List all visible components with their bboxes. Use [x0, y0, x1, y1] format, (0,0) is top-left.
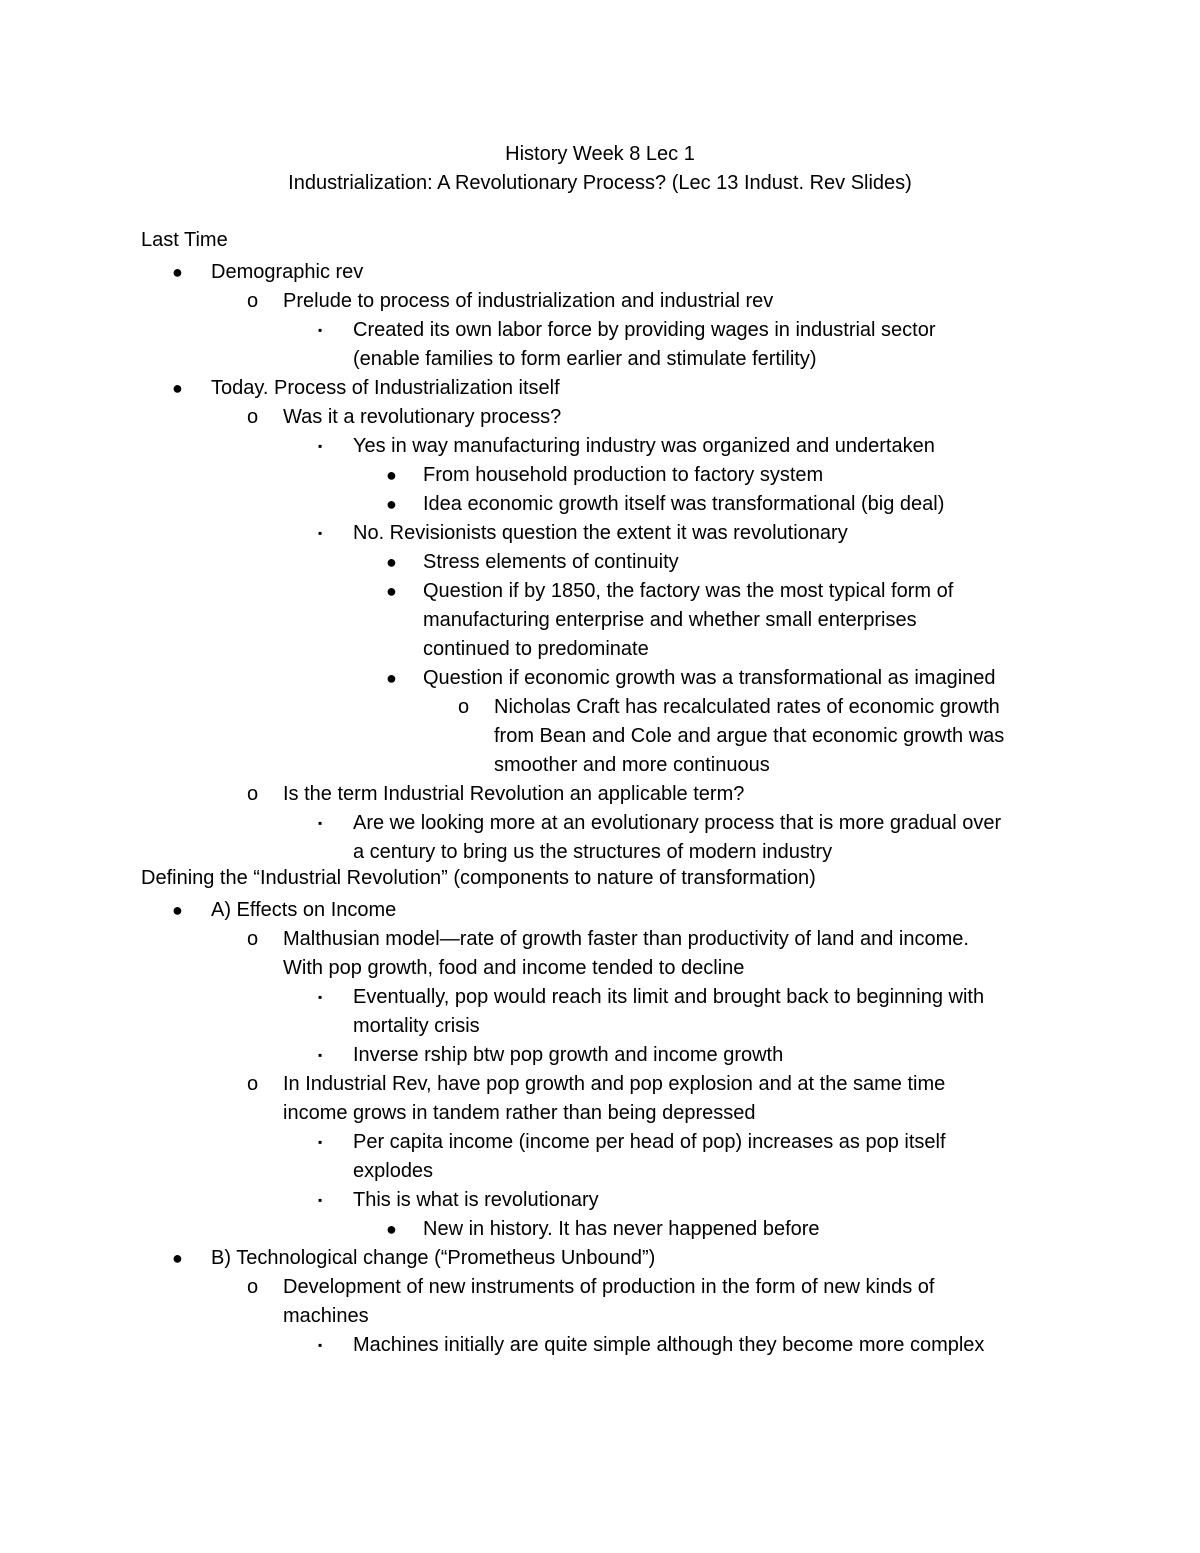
list-item-continuation: manufacturing enterprise and whether small enterprises	[423, 609, 917, 631]
list-item-continuation: With pop growth, food and income tended to decline	[283, 957, 745, 979]
bullet-square-icon: ▪	[318, 1135, 323, 1149]
bullet-square-icon: ▪	[318, 1048, 323, 1062]
bullet-square-icon: ▪	[318, 816, 323, 830]
list-item-continuation: mortality crisis	[353, 1015, 480, 1037]
bullet-dot-icon: ●	[386, 1219, 397, 1239]
bullet-square-icon: ▪	[318, 990, 323, 1004]
bullet-square-icon: ▪	[318, 323, 323, 337]
bullet-dot-icon: ●	[172, 262, 183, 282]
list-item-continuation: machines	[283, 1305, 369, 1327]
bullet-circle-icon: o	[247, 290, 259, 312]
bullet-dot-icon: ●	[386, 668, 397, 688]
bullet-dot-icon: ●	[386, 465, 397, 485]
list-item-continuation: continued to predominate	[423, 638, 649, 660]
bullet-square-icon: ▪	[318, 1338, 323, 1352]
bullet-circle-icon: o	[247, 1276, 259, 1298]
section-heading-last-time: Last Time	[141, 229, 228, 251]
bullet-dot-icon: ●	[172, 900, 183, 920]
bullet-dot-icon: ●	[172, 378, 183, 398]
list-item-continuation: explodes	[353, 1160, 434, 1182]
bullet-circle-icon: o	[247, 406, 259, 428]
title-line-1: History Week 8 Lec 1	[505, 143, 695, 165]
bullet-dot-icon: ●	[172, 1248, 183, 1268]
bullet-dot-icon: ●	[386, 494, 397, 514]
bullet-square-icon: ▪	[318, 1193, 323, 1207]
bullet-circle-icon: o	[247, 928, 259, 950]
bullet-circle-icon: o	[458, 696, 470, 718]
bullet-circle-icon: o	[247, 1073, 259, 1095]
bullet-dot-icon: ●	[386, 552, 397, 572]
bullet-dot-icon: ●	[386, 581, 397, 601]
list-item-continuation: from Bean and Cole and argue that economic growth was	[494, 725, 1005, 747]
list-item-continuation: a century to bring us the structures of modern industry	[353, 841, 833, 863]
bullet-circle-icon: o	[247, 783, 259, 805]
bullet-square-icon: ▪	[318, 526, 323, 540]
title-line-2: Industrialization: A Revolutionary Process? (Lec 13 Indust. Rev Slides)	[288, 172, 912, 194]
bullet-square-icon: ▪	[318, 439, 323, 453]
list-item-continuation: smoother and more continuous	[494, 754, 770, 776]
list-item-continuation: (enable families to form earlier and stimulate fertility)	[353, 348, 817, 370]
section-heading-defining: Defining the “Industrial Revolution” (components to nature of transformation)	[141, 867, 816, 889]
list-item-continuation: income grows in tandem rather than being depressed	[283, 1102, 756, 1124]
document-page: History Week 8 Lec 1 Industrialization: A Revolutionary Process? (Lec 13 Indust. Rev Slides) Last Time ● Demographic rev o Prelude to process of industrialization and industrial rev ▪ Created its own labor force by providing wages in industrial sector (enable families to form earlier and stimulate fertility) ● Today. Process of Industrialization itself o Was it a revolutionary process? ▪ Yes in way manufacturing industry was organized and undertaken ● From household production to factory system ● Idea economic growth itself was transformational (big deal) ▪ No. Revisionists question the extent it was revolutionary ● Stress elements of continuity ● Question if by 1850, the factory was the most typical form of manufacturing enterprise and whether small enterprises continued to predominate ● Question if economic growth was a transformational as imagined o Nicholas Craft has recalculated rates of economic growth from Bean and Cole and argue that economic growth was smoother and more continuous o Is the term Industrial Revolution an applicable term? ▪ Are we looking more at an evolutionary process that is more gradual over a century to bring us the structures of modern industry Defining the “Industrial Revolution” (components to nature of transformation) ● A) Effects on Income o Malthusian model—rate of growth faster than productivity of land and income. With pop growth, food and income tended to decline ▪ Eventually, pop would reach its limit and brought back to beginning with mortality crisis ▪ Inverse rship btw pop growth and income growth o In Industrial Rev, have pop growth and pop explosion and at the same time income grows in tandem rather than being depressed ▪ Per capita income (income per head of pop) increases as pop itself explodes ▪ This is what is revolutionary ● New in history. It has never happened before ● B) Technological change (“Prometheus Unbound”) o Development of new instruments of production in the form of new kinds of machines ▪ Machines initially are quite simple although they become more complex	[0, 0, 1200, 1553]
